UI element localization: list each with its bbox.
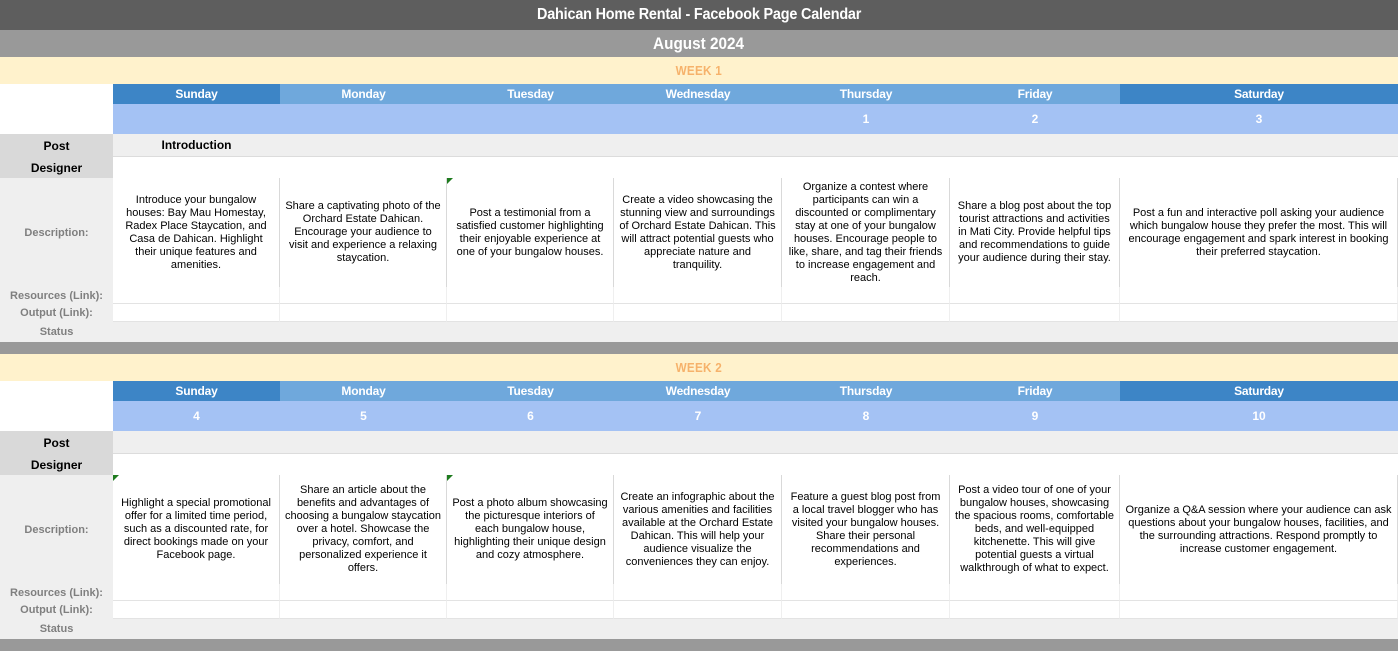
description-cell[interactable] [447, 178, 614, 287]
page-title-text: Dahican Home Rental - Facebook Page Calendar [536, 6, 862, 23]
week-label-text: WEEK 2 [675, 360, 723, 375]
date-cell[interactable] [447, 104, 614, 134]
row-label-output[interactable]: Output (Link): [0, 304, 113, 322]
day-header-tuesday[interactable]: Tuesday [447, 84, 614, 104]
description-text: Create an infographic about the various amenities and facilities available at the Orchard Estate Dahican. This will help your audience visualize the conveniences they can enjoy. [620, 490, 775, 568]
week-grid [0, 381, 1398, 639]
month-header-text: August 2024 [653, 34, 745, 53]
description-text: Feature a guest blog post from a local travel blogger who has visited your bungalow houses. Share their personal recommendations and experiences. [790, 490, 941, 568]
post-cell[interactable]: Introduction [113, 134, 280, 157]
week-label-text: WEEK 1 [675, 63, 723, 78]
designer-cell[interactable] [113, 454, 280, 475]
status-cell[interactable] [447, 322, 614, 342]
status-cell[interactable] [1120, 322, 1398, 342]
status-cell[interactable] [950, 619, 1120, 639]
description-cell[interactable] [614, 475, 782, 584]
output-cell[interactable] [113, 601, 280, 619]
output-cell[interactable] [113, 304, 280, 322]
description-cell[interactable] [113, 475, 280, 584]
date-cell[interactable]: 4 [113, 401, 280, 431]
status-cell[interactable] [782, 322, 950, 342]
designer-cell[interactable] [280, 157, 447, 178]
output-cell[interactable] [950, 601, 1120, 619]
output-cell[interactable] [1120, 601, 1398, 619]
designer-cell[interactable] [614, 454, 782, 475]
post-cell[interactable] [950, 431, 1120, 454]
description-cell[interactable] [113, 178, 280, 287]
row-label-status[interactable]: Status [0, 322, 113, 342]
description-text: Introduce your bungalow houses: Bay Mau Homestay, Radex Place Staycation, and Casa de Dahican. Highlight their unique features and amenities. [125, 193, 267, 271]
designer-cell[interactable] [782, 454, 950, 475]
resources-cell[interactable] [113, 287, 280, 304]
resources-cell[interactable] [113, 584, 280, 601]
week-grid [0, 84, 1398, 342]
output-cell[interactable] [614, 304, 782, 322]
note-triangle-icon [447, 178, 453, 184]
description-text: Organize a contest where participants can win a discounted or complimentary stay at one of your bungalow houses. Encourage people to like, share, and tag their friends to increase engagement and reach. [788, 180, 943, 284]
week-label-bar[interactable] [0, 57, 1398, 84]
post-cell[interactable] [1120, 431, 1398, 454]
note-triangle-icon [113, 475, 119, 481]
row-label-description[interactable]: Description: [0, 178, 113, 287]
day-header-saturday[interactable]: Saturday [1120, 381, 1398, 401]
designer-cell[interactable] [1120, 157, 1398, 178]
date-cell[interactable]: 8 [782, 401, 950, 431]
corner-spacer [0, 84, 113, 104]
resources-cell[interactable] [782, 584, 950, 601]
status-cell[interactable] [280, 619, 447, 639]
resources-cell[interactable] [782, 287, 950, 304]
note-triangle-icon [447, 475, 453, 481]
designer-cell[interactable] [1120, 454, 1398, 475]
row-label-post[interactable]: Post [0, 134, 113, 157]
status-cell[interactable] [782, 619, 950, 639]
description-text: Share an article about the benefits and advantages of choosing a bungalow staycation over a hotel. Showcase the privacy, comfort, and personalized experience it offers. [285, 484, 441, 574]
status-cell[interactable] [614, 322, 782, 342]
status-cell[interactable] [280, 322, 447, 342]
description-text: Post a testimonial from a satisfied customer highlighting their enjoyable experience at one of your bungalow houses. [456, 206, 604, 258]
date-row-spacer [0, 104, 113, 134]
date-cell[interactable] [280, 104, 447, 134]
calendar-body [0, 57, 1398, 651]
post-cell[interactable] [447, 431, 614, 454]
designer-cell[interactable] [447, 157, 614, 178]
date-cell[interactable]: 6 [447, 401, 614, 431]
output-cell[interactable] [280, 601, 447, 619]
description-cell[interactable] [782, 475, 950, 584]
output-cell[interactable] [447, 304, 614, 322]
month-header[interactable] [0, 30, 1398, 57]
week-label-bar[interactable] [0, 354, 1398, 381]
description-cell[interactable] [447, 475, 614, 584]
row-label-resources[interactable]: Resources (Link): [0, 287, 113, 304]
description-text: Post a video tour of one of your bungalow houses, showcasing the spacious rooms, comfortable beds, and well-equipped kitchenette. This will give potential guests a virtual walkthrough of what to expect. [955, 484, 1114, 574]
date-cell[interactable]: 5 [280, 401, 447, 431]
post-cell[interactable] [614, 134, 782, 157]
day-header-friday[interactable]: Friday [950, 381, 1120, 401]
status-cell[interactable] [1120, 619, 1398, 639]
description-cell[interactable] [782, 178, 950, 287]
resources-cell[interactable] [950, 287, 1120, 304]
designer-cell[interactable] [447, 454, 614, 475]
resources-cell[interactable] [447, 584, 614, 601]
day-header-sunday[interactable]: Sunday [113, 84, 280, 104]
row-label-description[interactable]: Description: [0, 475, 113, 584]
week-separator [0, 342, 1398, 354]
row-label-output[interactable]: Output (Link): [0, 601, 113, 619]
description-text: Create a video showcasing the stunning view and surroundings of Orchard Estate Dahican. This will attract potential guests who appreciate nature and tranquility. [619, 193, 776, 271]
resources-cell[interactable] [280, 287, 447, 304]
designer-cell[interactable] [950, 157, 1120, 178]
date-cell[interactable]: 3 [1120, 104, 1398, 134]
status-cell[interactable] [614, 619, 782, 639]
week-section [0, 57, 1398, 354]
day-header-tuesday[interactable]: Tuesday [447, 381, 614, 401]
resources-cell[interactable] [1120, 584, 1398, 601]
page-title[interactable] [0, 0, 1398, 30]
day-header-wednesday[interactable]: Wednesday [614, 381, 782, 401]
day-header-saturday[interactable]: Saturday [1120, 84, 1398, 104]
output-cell[interactable] [782, 601, 950, 619]
post-cell[interactable] [782, 134, 950, 157]
designer-cell[interactable] [614, 157, 782, 178]
output-cell[interactable] [447, 601, 614, 619]
row-label-status[interactable]: Status [0, 619, 113, 639]
output-cell[interactable] [1120, 304, 1398, 322]
description-text: Organize a Q&A session where your audience can ask questions about your bungalow houses, facilities, and the surrounding attractions. Respond promptly to increase customer engagement. [1125, 503, 1392, 555]
post-cell[interactable] [280, 134, 447, 157]
description-cell[interactable] [950, 475, 1120, 584]
designer-cell[interactable] [782, 157, 950, 178]
designer-cell[interactable] [950, 454, 1120, 475]
description-cell[interactable] [280, 475, 447, 584]
post-cell[interactable] [447, 134, 614, 157]
status-cell[interactable] [447, 619, 614, 639]
date-cell[interactable] [113, 104, 280, 134]
status-cell[interactable] [113, 619, 280, 639]
output-cell[interactable] [614, 601, 782, 619]
description-text: Share a captivating photo of the Orchard Estate Dahican. Encourage your audience to visit and experience a relaxing staycation. [285, 200, 441, 264]
day-header-monday[interactable]: Monday [280, 84, 447, 104]
date-cell[interactable]: 7 [614, 401, 782, 431]
week-separator [0, 639, 1398, 651]
day-header-sunday[interactable]: Sunday [113, 381, 280, 401]
output-cell[interactable] [950, 304, 1120, 322]
description-text: Highlight a special promotional offer for a limited time period, such as a discounted rate, for direct bookings made on your Facebook page. [121, 497, 271, 561]
output-cell[interactable] [280, 304, 447, 322]
row-label-resources[interactable]: Resources (Link): [0, 584, 113, 601]
post-cell[interactable] [1120, 134, 1398, 157]
corner-spacer [0, 381, 113, 401]
day-header-friday[interactable]: Friday [950, 84, 1120, 104]
row-label-designer[interactable]: Designer [0, 454, 113, 475]
resources-cell[interactable] [447, 287, 614, 304]
date-row-spacer [0, 401, 113, 431]
date-cell[interactable]: 9 [950, 401, 1120, 431]
resources-cell[interactable] [950, 584, 1120, 601]
post-cell[interactable] [950, 134, 1120, 157]
description-text: Share a blog post about the top tourist attractions and activities in Mati City. Provide helpful tips and recommendations to guide your audience during their stay. [957, 200, 1112, 264]
row-label-post[interactable]: Post [0, 431, 113, 454]
description-cell[interactable] [614, 178, 782, 287]
resources-cell[interactable] [280, 584, 447, 601]
post-cell[interactable] [280, 431, 447, 454]
row-label-designer[interactable]: Designer [0, 157, 113, 178]
day-header-monday[interactable]: Monday [280, 381, 447, 401]
date-cell[interactable] [614, 104, 782, 134]
description-cell[interactable] [1120, 475, 1398, 584]
post-cell[interactable] [113, 431, 280, 454]
day-header-wednesday[interactable]: Wednesday [614, 84, 782, 104]
week-section [0, 354, 1398, 651]
day-header-thursday[interactable]: Thursday [782, 381, 950, 401]
description-text: Post a photo album showcasing the picturesque interiors of each bungalow house, highlighting their unique design and cozy atmosphere. [452, 497, 608, 561]
post-cell[interactable] [614, 431, 782, 454]
date-cell[interactable]: 10 [1120, 401, 1398, 431]
designer-cell[interactable] [280, 454, 447, 475]
status-cell[interactable] [113, 322, 280, 342]
description-cell[interactable] [950, 178, 1120, 287]
resources-cell[interactable] [614, 287, 782, 304]
designer-cell[interactable] [113, 157, 280, 178]
output-cell[interactable] [782, 304, 950, 322]
resources-cell[interactable] [1120, 287, 1398, 304]
date-cell[interactable]: 1 [782, 104, 950, 134]
description-text: Post a fun and interactive poll asking your audience which bungalow house they prefer the most. This will encourage engagement and spark interest in booking their preferred staycation. [1128, 206, 1389, 258]
post-cell[interactable] [782, 431, 950, 454]
resources-cell[interactable] [614, 584, 782, 601]
status-cell[interactable] [950, 322, 1120, 342]
day-header-thursday[interactable]: Thursday [782, 84, 950, 104]
description-cell[interactable] [1120, 178, 1398, 287]
description-cell[interactable] [280, 178, 447, 287]
date-cell[interactable]: 2 [950, 104, 1120, 134]
